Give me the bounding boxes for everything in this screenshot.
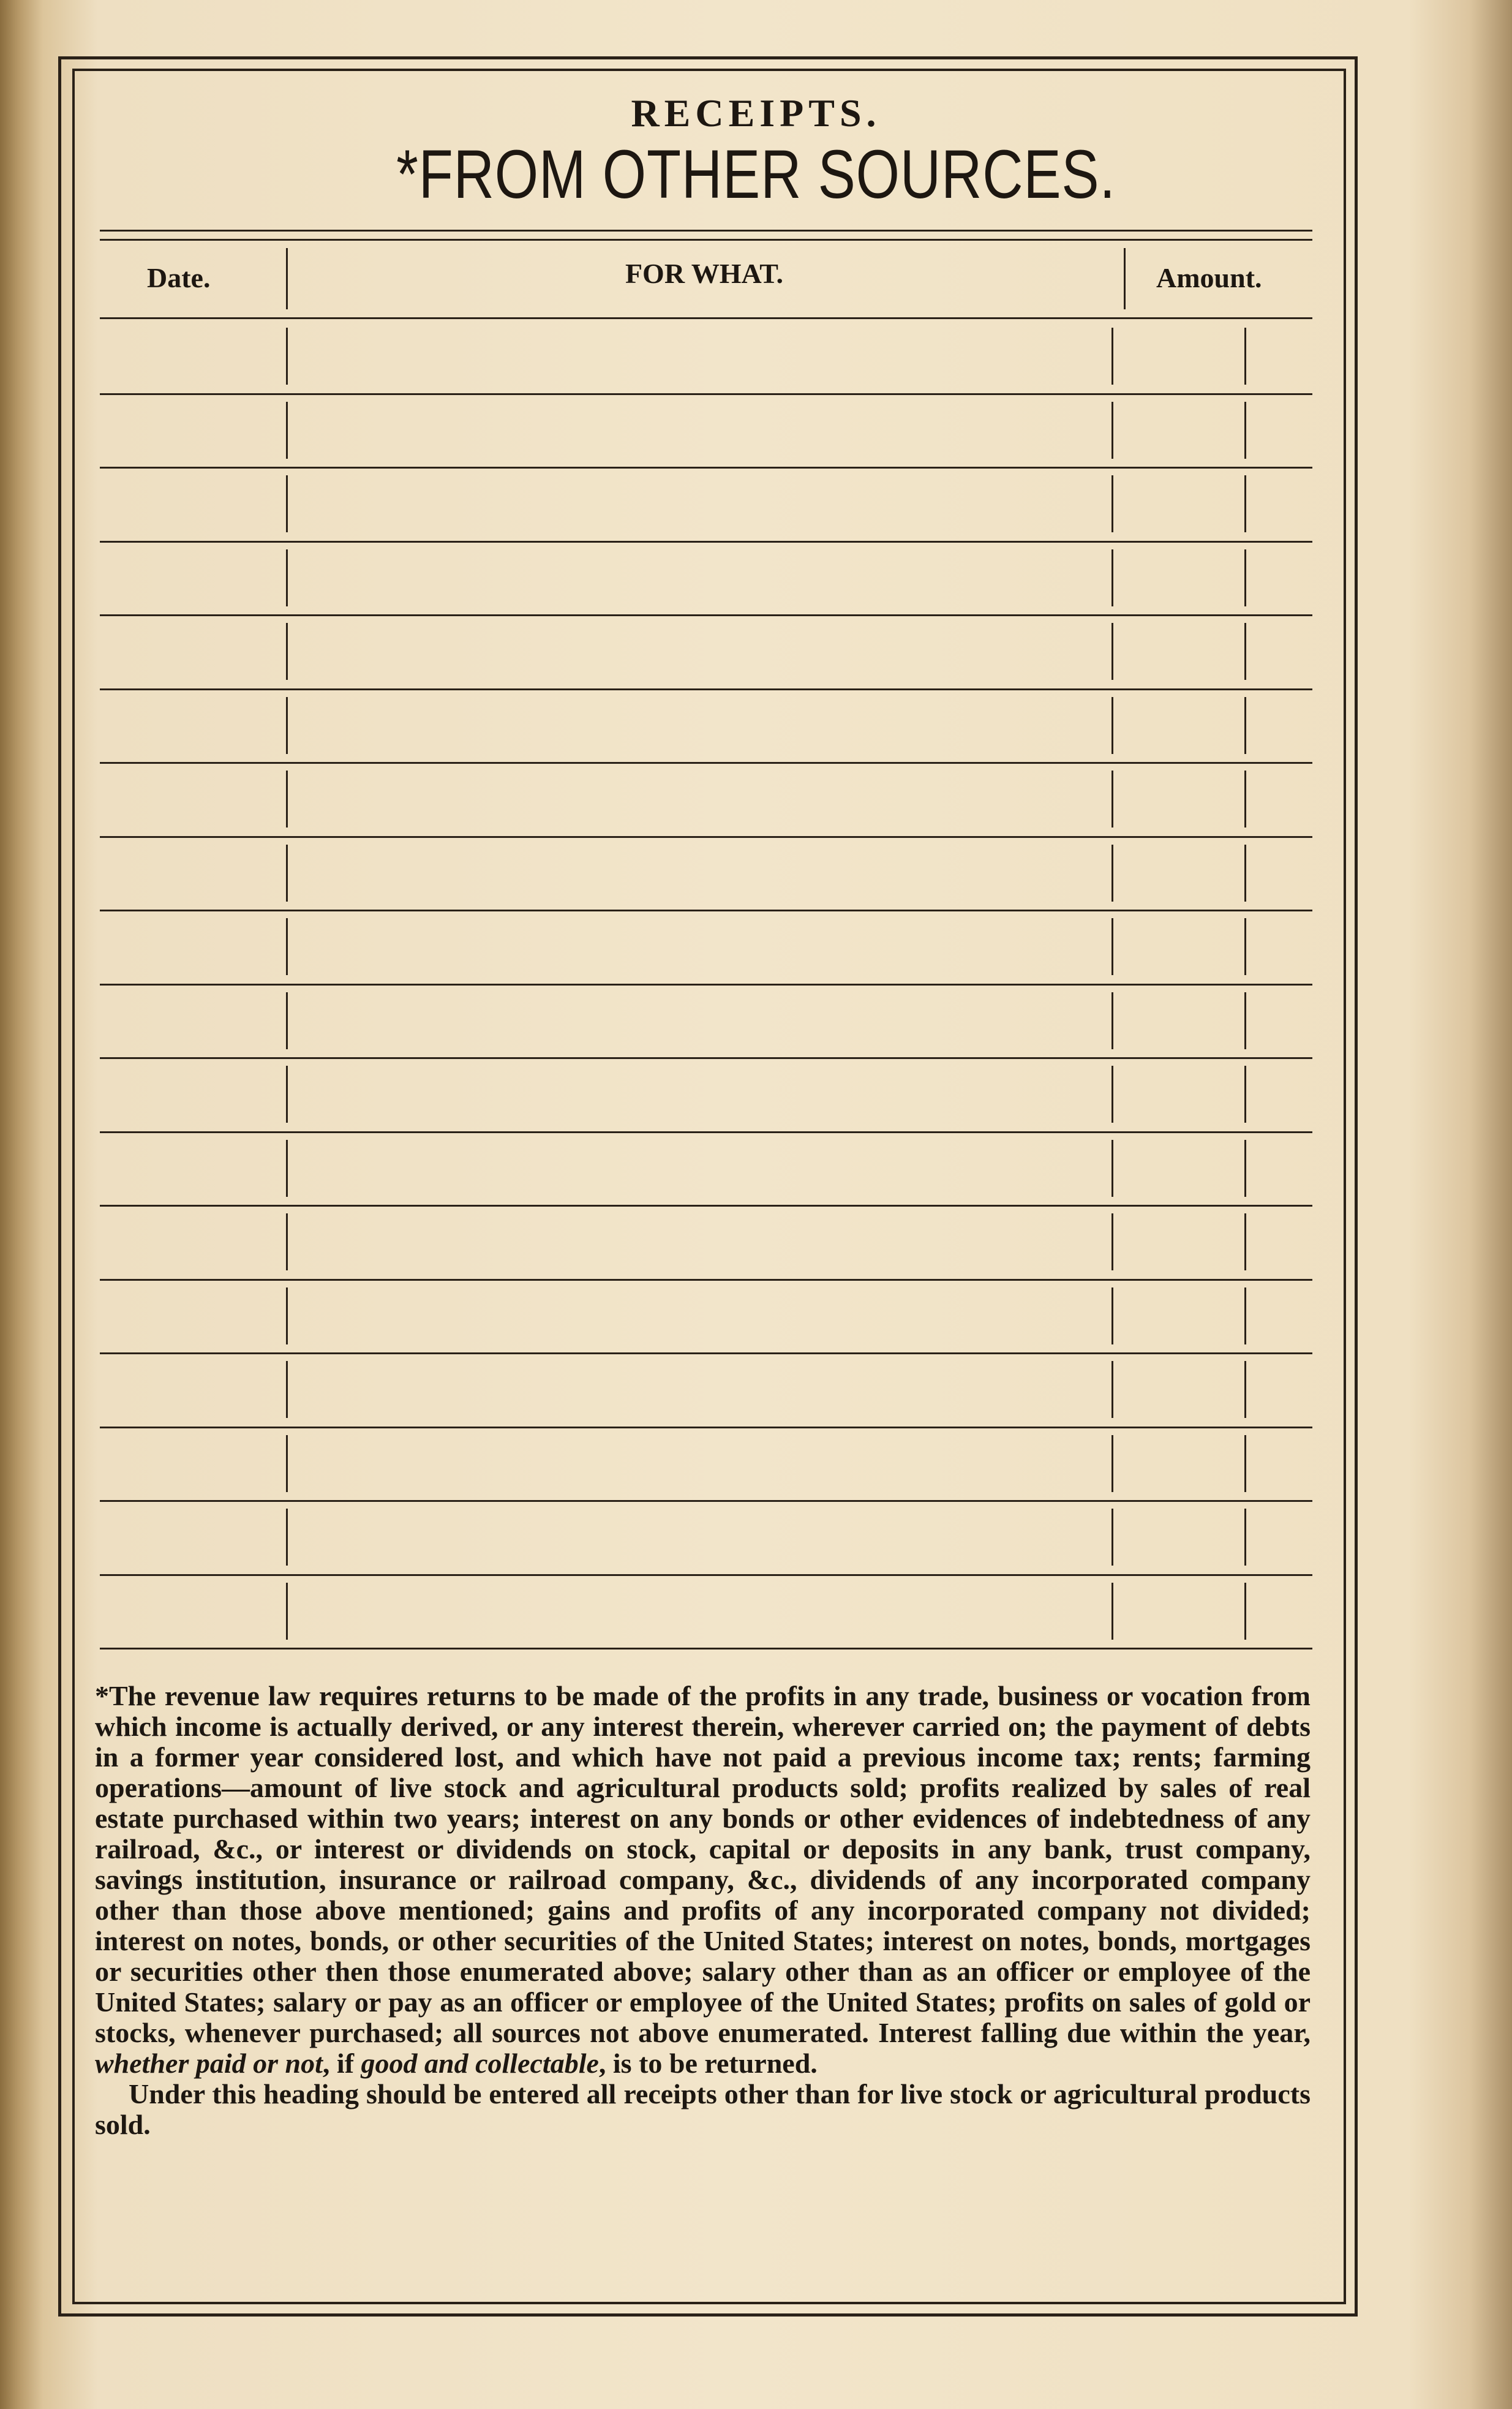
table-row-rule — [100, 762, 1312, 764]
date-column-divider — [286, 1287, 288, 1344]
for-what-column-divider — [1111, 1066, 1113, 1123]
table-row-rule — [100, 1500, 1312, 1502]
table-row-rule — [100, 541, 1312, 543]
for-what-column-divider — [1111, 697, 1113, 754]
for-what-column-divider — [1111, 992, 1113, 1049]
table-row-rule — [100, 1427, 1312, 1428]
for-what-column-divider — [1111, 623, 1113, 680]
table-row-rule — [100, 688, 1312, 690]
amount-cents-divider — [1244, 549, 1246, 606]
date-column-divider — [286, 1583, 288, 1640]
amount-column-header: Amount. — [1156, 262, 1262, 293]
footnote-italic-whether-paid: whether paid or not — [95, 2048, 323, 2079]
amount-cents-divider — [1244, 1287, 1246, 1344]
for-what-column-header: FOR WHAT. — [625, 258, 784, 289]
amount-cents-divider — [1244, 328, 1246, 385]
date-column-divider — [286, 1140, 288, 1197]
date-column-divider — [286, 1509, 288, 1566]
amount-cents-divider — [1244, 992, 1246, 1049]
for-what-column-divider — [1111, 1140, 1113, 1197]
amount-cents-divider — [1244, 1140, 1246, 1197]
table-row-rule — [100, 614, 1312, 616]
amount-cents-divider — [1244, 475, 1246, 532]
date-column-divider — [286, 992, 288, 1049]
date-column-divider — [286, 918, 288, 975]
date-column-divider — [286, 1361, 288, 1418]
date-column-divider — [286, 402, 288, 459]
amount-cents-divider — [1244, 918, 1246, 975]
amount-cents-divider — [1244, 1583, 1246, 1640]
for-what-column-divider — [1111, 1213, 1113, 1270]
date-column-divider — [286, 697, 288, 754]
amount-cents-divider — [1244, 623, 1246, 680]
amount-cents-divider — [1244, 697, 1246, 754]
table-row-rule — [100, 1352, 1312, 1354]
table-row-rule — [100, 910, 1312, 911]
amount-cents-divider — [1244, 1213, 1246, 1270]
amount-cents-divider — [1244, 1509, 1246, 1566]
table-row-rule — [100, 1131, 1312, 1133]
from-other-sources-heading: *FROM OTHER SOURCES. — [396, 136, 1116, 213]
amount-cents-divider — [1244, 771, 1246, 828]
date-column-divider — [286, 475, 288, 532]
date-column-divider — [286, 1213, 288, 1270]
for-what-column-divider — [1111, 549, 1113, 606]
footnote-italic-collectable: good and collectable — [361, 2048, 599, 2079]
table-row-rule — [100, 393, 1312, 395]
amount-cents-divider — [1244, 845, 1246, 902]
for-what-column-divider — [1111, 328, 1113, 385]
date-column-divider — [286, 1435, 288, 1492]
table-row-rule — [100, 836, 1312, 838]
table-row-rule — [100, 467, 1312, 469]
for-what-column-divider — [1111, 845, 1113, 902]
footnote-paragraph-1 — [95, 1681, 1311, 2079]
date-column-divider — [286, 328, 288, 385]
for-what-column-divider — [1111, 1509, 1113, 1566]
for-what-column-divider — [1111, 1361, 1113, 1418]
for-what-column-divider — [1111, 402, 1113, 459]
for-what-column-divider — [1111, 918, 1113, 975]
for-what-column-divider — [1111, 1583, 1113, 1640]
date-column-divider — [286, 845, 288, 902]
date-column-divider — [286, 549, 288, 606]
for-what-column-divider — [1111, 1435, 1113, 1492]
footnote-text-start: *The revenue law requires returns to be made of the profits in any trade, business or vocation from which income is actually derived, or any interest therein, wherever carried on; the payment of debts in a former year considered lost, and which have not paid a previous income tax; rents; farming operations—amount of live stock and agricultural products sold; profits realized by sales of real estate purchased within two years; interest on any bonds or other evidences of indebtedness of any railroad, &c., or interest or dividends on stock, capital or deposits in any bank, trust company, savings institution, insurance or railroad company, &c., dividends of any incorporated company other than those above mentioned; gains and profits of any incorporated company not divided; interest on notes, bonds, or other securities of the United States; interest on notes, bonds, mortgages or securities other then those enumerated above; salary other than as an officer or employee of the United States; salary or pay as an officer or employee of the United States; profits on sales of gold or stocks, whenever purchased; all sources not above enumerated. Interest falling due within the year, — [95, 1680, 1311, 2048]
for-what-column-divider — [1111, 771, 1113, 828]
footnote-paragraph-2: Under this heading should be entered all receipts other than for live stock or agricultural products sold. — [95, 2078, 1311, 2140]
date-column-divider — [286, 623, 288, 680]
footnote-text-end: , is to be returned. — [598, 2048, 818, 2079]
amount-cents-divider — [1244, 402, 1246, 459]
table-row-rule — [100, 1648, 1312, 1649]
footnote — [95, 1681, 1311, 2140]
for-what-column-divider — [1111, 1287, 1113, 1344]
for-what-column-divider — [1111, 475, 1113, 532]
footnote-text-mid: , if — [322, 2048, 361, 2079]
date-column-divider — [286, 771, 288, 828]
table-row-rule — [100, 1057, 1312, 1059]
receipts-heading: RECEIPTS. — [631, 91, 881, 135]
date-column-divider — [286, 1066, 288, 1123]
amount-cents-divider — [1244, 1361, 1246, 1418]
table-row-rule — [100, 1574, 1312, 1576]
table-row-rule — [100, 1205, 1312, 1207]
date-column-header: Date. — [147, 262, 211, 293]
amount-cents-divider — [1244, 1066, 1246, 1123]
table-row-rule — [100, 1279, 1312, 1281]
table-row-rule — [100, 984, 1312, 986]
amount-cents-divider — [1244, 1435, 1246, 1492]
